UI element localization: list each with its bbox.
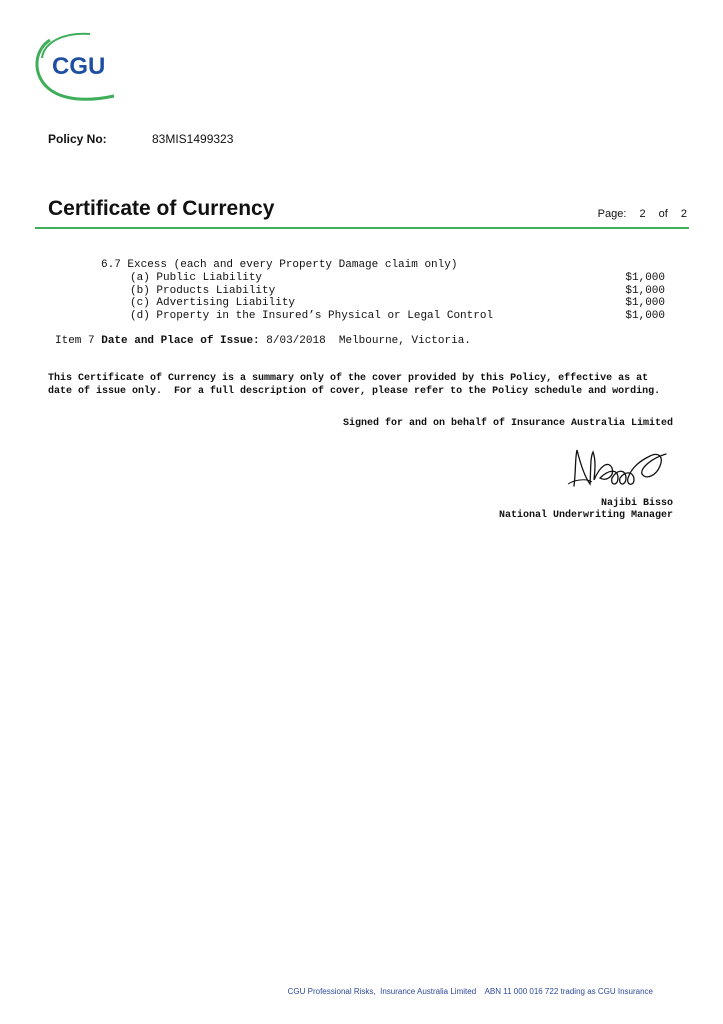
- item7-prefix: Item 7: [55, 335, 95, 347]
- excess-item-label: (c) Advertising Liability: [130, 297, 296, 309]
- policy-number: 83MIS1499323: [152, 132, 234, 146]
- summary-line: This Certificate of Currency is a summary only of the cover provided by this Policy, effective as at: [48, 373, 649, 384]
- footer-text: CGU Professional Risks, Insurance Australia Limited ABN 11 000 016 722 trading as CGU Insurance: [287, 987, 653, 996]
- page-title: Certificate of Currency: [48, 197, 275, 220]
- page-total: 2: [680, 208, 687, 220]
- signer-name: Najibi Bisso: [600, 498, 673, 509]
- policy-label: Policy No:: [48, 132, 107, 146]
- item7-value: 8/03/2018 Melbourne, Victoria.: [266, 335, 471, 347]
- signature-image: [560, 440, 680, 496]
- excess-item-amount: $1,000: [625, 310, 665, 322]
- summary-paragraph: [48, 373, 688, 398]
- logo-text: CGU: [52, 53, 106, 80]
- item7-label: Date and Place of Issue:: [101, 335, 260, 347]
- summary-line: date of issue only. For a full description of cover, please refer to the Policy schedule and wording.: [48, 385, 661, 397]
- cgu-logo: [30, 28, 125, 108]
- policy-row: [48, 132, 234, 146]
- page-indicator: [598, 208, 687, 220]
- page-label: Page:: [597, 208, 627, 220]
- excess-item-amount: $1,000: [625, 272, 665, 284]
- page-of: of: [658, 208, 668, 220]
- excess-item-label: (a) Public Liability: [130, 272, 263, 284]
- excess-heading: 6.7 Excess (each and every Property Damage claim only): [101, 259, 458, 271]
- excess-item-amount: $1,000: [625, 285, 665, 297]
- excess-item-amount: $1,000: [625, 297, 665, 309]
- excess-item-label: (d) Property in the Insured’s Physical or Legal Control: [130, 310, 494, 322]
- title-divider: [35, 227, 689, 229]
- page-current: 2: [639, 208, 646, 220]
- signed-for-text: Signed for and on behalf of Insurance Australia Limited: [342, 418, 673, 429]
- excess-item-label: (b) Products Liability: [130, 285, 276, 297]
- item7-row: [55, 335, 471, 348]
- signer-title: National Underwriting Manager: [498, 510, 673, 521]
